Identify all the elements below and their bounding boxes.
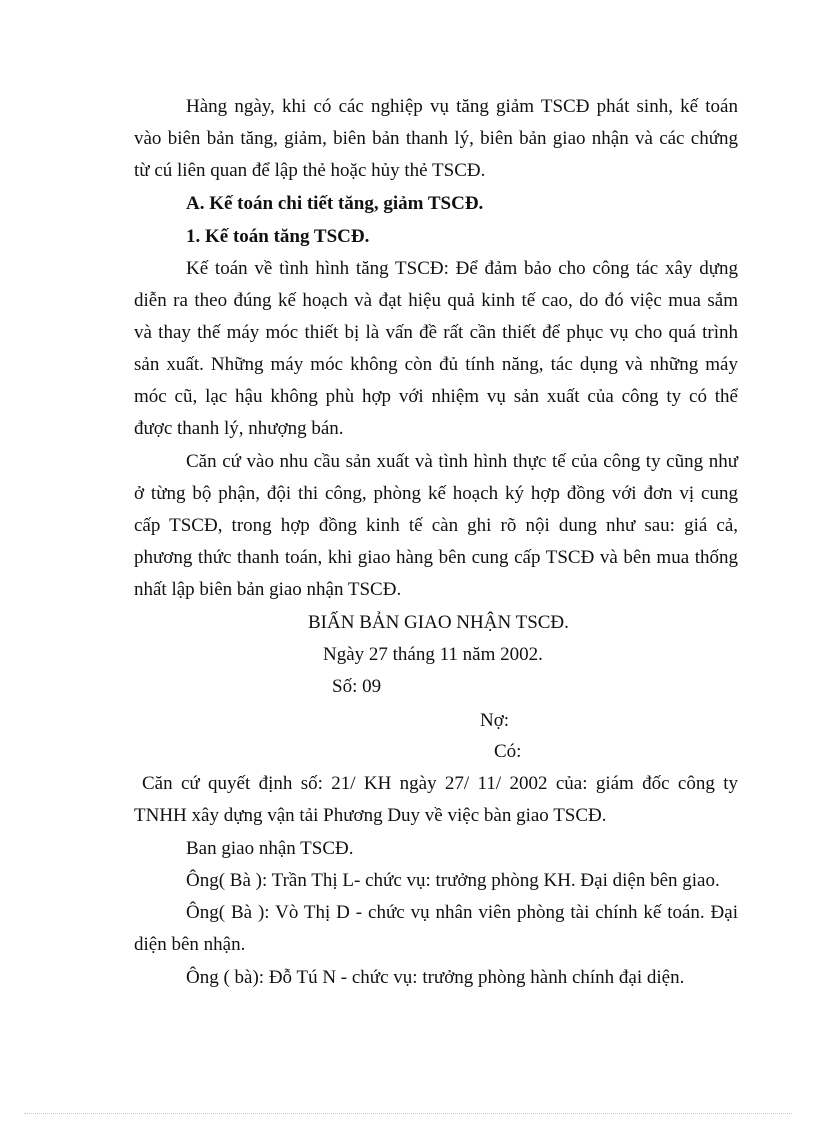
record-title: BIẤN BẢN GIAO NHẬN TSCĐ. bbox=[308, 612, 569, 633]
paragraph-1-line-1: Hàng ngày, khi có các nghiệp vụ tăng giảm TSCĐ phát sinh, kế toán bbox=[186, 96, 738, 117]
record-number: Số: 09 bbox=[332, 676, 382, 697]
committee-member-1: Ông( Bà ): Trần Thị L- chức vụ: trưởng phòng KH. Đại diện bên giao. bbox=[186, 870, 720, 891]
paragraph-2-line-5: móc cũ, lạc hậu không phù hợp với nhiệm vụ sản xuất của công ty có thể bbox=[134, 386, 738, 407]
paragraph-3-line-5: nhất lập biên bản giao nhận TSCĐ. bbox=[134, 579, 402, 600]
paragraph-1-line-3: từ cú liên quan để lập thẻ hoặc hủy thẻ TSCĐ. bbox=[134, 160, 486, 181]
paragraph-2-line-2: diễn ra theo đúng kế hoạch và đạt hiệu quả kinh tế cao, do đó việc mua sắm bbox=[134, 290, 738, 311]
paragraph-3-line-3: cấp TSCĐ, trong hợp đồng kinh tế càn ghi rõ nội dung như sau: giá cả, bbox=[134, 515, 738, 536]
debit-label: Nợ: bbox=[480, 710, 510, 731]
record-date: Ngày 27 tháng 11 năm 2002. bbox=[323, 644, 543, 665]
paragraph-2-line-3: và thay thế máy móc thiết bị là vấn đề rất cần thiết để phục vụ cho quá trình bbox=[134, 322, 738, 343]
heading-1: 1. Kế toán tăng TSCĐ. bbox=[186, 226, 370, 247]
paragraph-1-line-2: vào biên bản tăng, giảm, biên bản thanh lý, biên bản giao nhận và các chứng bbox=[134, 128, 738, 149]
committee-member-2-line-2: diện bên nhận. bbox=[134, 934, 246, 955]
paragraph-2-line-6: được thanh lý, nhượng bán. bbox=[134, 418, 344, 439]
committee-member-3: Ông ( bà): Đỗ Tú N - chức vụ: trưởng phòng hành chính đại diện. bbox=[186, 967, 685, 988]
paragraph-2-line-1: Kế toán về tình hình tăng TSCĐ: Để đảm bảo cho công tác xây dựng bbox=[186, 258, 738, 279]
committee-title: Ban giao nhận TSCĐ. bbox=[186, 838, 354, 859]
committee-member-2-line-1: Ông( Bà ): Vò Thị D - chức vụ nhân viên phòng tài chính kế toán. Đại bbox=[186, 902, 738, 923]
paragraph-3-line-4: phương thức thanh toán, khi giao hàng bên cung cấp TSCĐ và bên mua thống bbox=[134, 547, 738, 568]
paragraph-3-line-1: Căn cứ vào nhu cầu sản xuất và tình hình thực tế của công ty cũng như bbox=[186, 451, 738, 472]
page-bottom-divider bbox=[24, 1113, 792, 1114]
credit-label: Có: bbox=[494, 741, 522, 762]
paragraph-2-line-4: sản xuất. Những máy móc không còn đủ tính năng, tác dụng và những máy bbox=[134, 354, 738, 375]
basis-line-1: Căn cứ quyết định số: 21/ KH ngày 27/ 11/ 2002 của: giám đốc công ty bbox=[142, 773, 738, 794]
paragraph-3-line-2: ở từng bộ phận, đội thi công, phòng kế hoạch ký hợp đồng với đơn vị cung bbox=[134, 483, 738, 504]
heading-a: A. Kế toán chi tiết tăng, giảm TSCĐ. bbox=[186, 193, 484, 214]
basis-line-2: TNHH xây dựng vận tải Phương Duy về việc bàn giao TSCĐ. bbox=[134, 805, 607, 826]
